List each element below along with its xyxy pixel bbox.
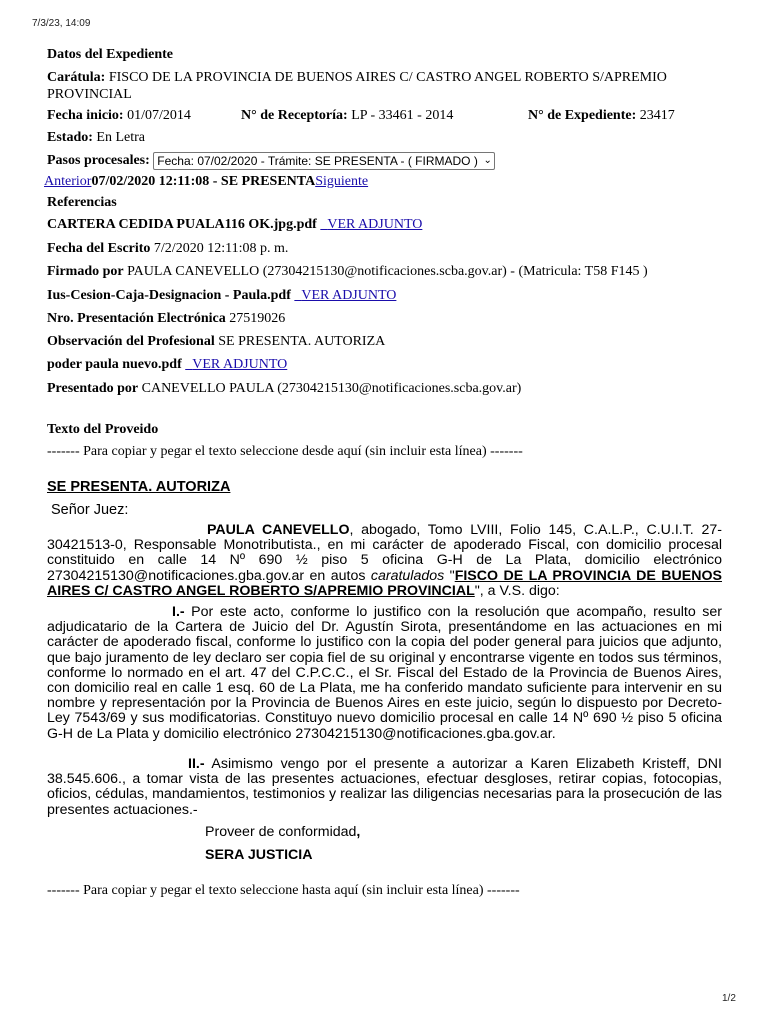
- firmado-value: PAULA CANEVELLO (27304215130@notificaciones.scba.gov.ar) - (Matricula: T58 F145 ): [127, 264, 648, 279]
- proveer-line: Proveer de conformidad,: [205, 824, 361, 840]
- print-datetime: 7/3/23, 14:09: [32, 18, 91, 29]
- page-number: 1/2: [722, 993, 736, 1004]
- prev-step-link[interactable]: Anterior: [44, 174, 92, 189]
- caratula-value: FISCO DE LA PROVINCIA DE BUENOS AIRES C/ CASTRO ANGEL ROBERTO S/APREMIO: [108, 70, 667, 85]
- referencias-title: Referencias: [47, 195, 117, 210]
- pasos-procesales-select[interactable]: Fecha: 07/02/2020 - Trámite: SE PRESENTA - ( FIRMADO ) ⌄: [153, 152, 495, 170]
- pasos-row: Pasos procesales: Fecha: 07/02/2020 - Trámite: SE PRESENTA - ( FIRMADO ) ⌄: [47, 152, 495, 170]
- fecha-escrito-value: 7/2/2020 12:11:08 p. m.: [153, 241, 289, 256]
- fecha-escrito-row: Fecha del Escrito 7/2/2020 12:11:08 p. m.: [47, 241, 289, 256]
- fecha-inicio-value: 01/07/2014: [127, 108, 191, 123]
- observacion-row: Observación del Profesional SE PRESENTA. AUTORIZA: [47, 334, 386, 349]
- firmado-row: Firmado por PAULA CANEVELLO (27304215130@notificaciones.scba.gov.ar) - (Matricula: T58 F145 ): [47, 264, 648, 279]
- section-title: Datos del Expediente: [47, 47, 173, 62]
- proveido-title: Texto del Proveido: [47, 422, 159, 437]
- nro-presentacion-value: 27519026: [229, 311, 286, 326]
- closing-line: SERA JUSTICIA: [205, 847, 313, 863]
- expediente-row: N° de Expediente: 23417: [528, 108, 675, 123]
- attachment-row-1: [47, 217, 422, 233]
- current-step: 07/02/2020 12:11:08 - SE PRESENTA: [91, 174, 316, 189]
- receptoria-value: LP - 33461 - 2014: [351, 108, 454, 123]
- chevron-down-icon: ⌄: [483, 155, 492, 166]
- estado-value: En Letra: [96, 130, 145, 145]
- attachment-name-2: Ius-Cesion-Caja-Designacion - Paula.pdf: [47, 288, 291, 303]
- attachment-row-2: [47, 288, 396, 304]
- expediente-value: 23417: [639, 108, 675, 123]
- nro-presentacion-row: Nro. Presentación Electrónica 27519026: [47, 311, 286, 326]
- next-step-link[interactable]: Siguiente: [315, 174, 369, 189]
- step-nav: [44, 174, 368, 190]
- caratula-label: Carátula:: [47, 70, 106, 85]
- caratula-row: [47, 69, 727, 103]
- attachment-name-1: CARTERA CEDIDA PUALA116 OK.jpg.pdf: [47, 217, 317, 232]
- salutation: Señor Juez:: [51, 502, 129, 518]
- attachment-name-3: poder paula nuevo.pdf: [47, 357, 182, 372]
- observacion-value: SE PRESENTA. AUTORIZA: [218, 334, 386, 349]
- ver-adjunto-link-2[interactable]: VER ADJUNTO: [301, 288, 397, 303]
- lawyer-name: PAULA CANEVELLO: [207, 522, 350, 538]
- paragraph-1: I.- Por este acto, conforme lo justifico con la resolución que acompaño, resulto ser adjudicatario de la Cartera de Juicio del Dr. Agustín Sirota, presentándome en las actuaciones en mi carácter de apoderado fiscal, conforme lo justifico con la copia del poder general para juicios que adjunto, que bajo juramento de ley declaro ser copia fiel de su original y encontrarse vigente en todos sus términos, conforme lo normado en el art. 47 del C.P.C.C., el Sr. Fiscal del Estado de la Provincia de Buenos Aires, con domicilio real en calle 1 esq. 60 de La Plata, me ha conferido mandato suficiente para intervenir en su nombre y representación por la Provincia de Buenos Aires en este juicio, según lo dispuesto por Decreto-Ley 7543/69 y sus modificatorias. Constituyo nuevo domicilio procesal en calle 14 Nº 690 ½ piso 5 oficina G-H de La Plata y domicilio electrónico 27304215130@notificaciones.gba.gov.ar.: [47, 604, 722, 742]
- fecha-inicio-row: Fecha inicio: 01/07/2014: [47, 108, 191, 123]
- attachment-row-3: [47, 357, 287, 373]
- copy-start-line: ------- Para copiar y pegar el texto seleccione desde aquí (sin incluir esta línea) -------: [47, 444, 523, 459]
- presentado-value: CANEVELLO PAULA (27304215130@notificaciones.scba.gov.ar): [141, 381, 522, 396]
- paragraph-2: II.- Asimismo vengo por el presente a autorizar a Karen Elizabeth Kristeff, DNI 38.545.606., a tomar vista de las presentes actuaciones, efectuar desgloses, retirar copias, fotocopias, oficios, cédulas, mandamientos, testimonios y realizar las diligencias necesarias para la prosecución de las presentes actuaciones.-: [47, 756, 722, 818]
- ver-adjunto-link-1[interactable]: VER ADJUNTO: [327, 217, 423, 232]
- copy-end-line: ------- Para copiar y pegar el texto seleccione hasta aquí (sin incluir esta línea) -------: [47, 883, 520, 898]
- case-title: FISCO DE LA PROVINCIA DE BUENOS AIRES C/ CASTRO ANGEL ROBERTO S/APREMIO PROVINCIAL: [47, 567, 722, 599]
- paragraph-intro: PAULA CANEVELLO, abogado, Tomo LVIII, Folio 145, C.A.L.P., C.U.I.T. 27-30421513-0, Responsable Monotributista., en mi carácter de apoderado Fiscal, con domicilio procesal constituido en calle 14 Nº 690 ½ piso 5 oficina G-H de La Plata, domicilio electrónico 27304215130@notificaciones.gba.gov.ar en autos caratulados "FISCO DE LA PROVINCIA DE BUENOS AIRES C/ CASTRO ANGEL ROBERTO S/APREMIO PROVINCIAL", a V.S. digo:: [47, 522, 722, 599]
- presentado-row: Presentado por CANEVELLO PAULA (27304215130@notificaciones.scba.gov.ar): [47, 381, 522, 396]
- ver-adjunto-link-3[interactable]: VER ADJUNTO: [192, 357, 288, 372]
- caratula-value-cont: PROVINCIAL: [47, 87, 132, 102]
- receptoria-row: N° de Receptoría: LP - 33461 - 2014: [241, 108, 454, 123]
- proveido-heading: SE PRESENTA. AUTORIZA: [47, 479, 231, 495]
- estado-row: Estado: En Letra: [47, 130, 145, 145]
